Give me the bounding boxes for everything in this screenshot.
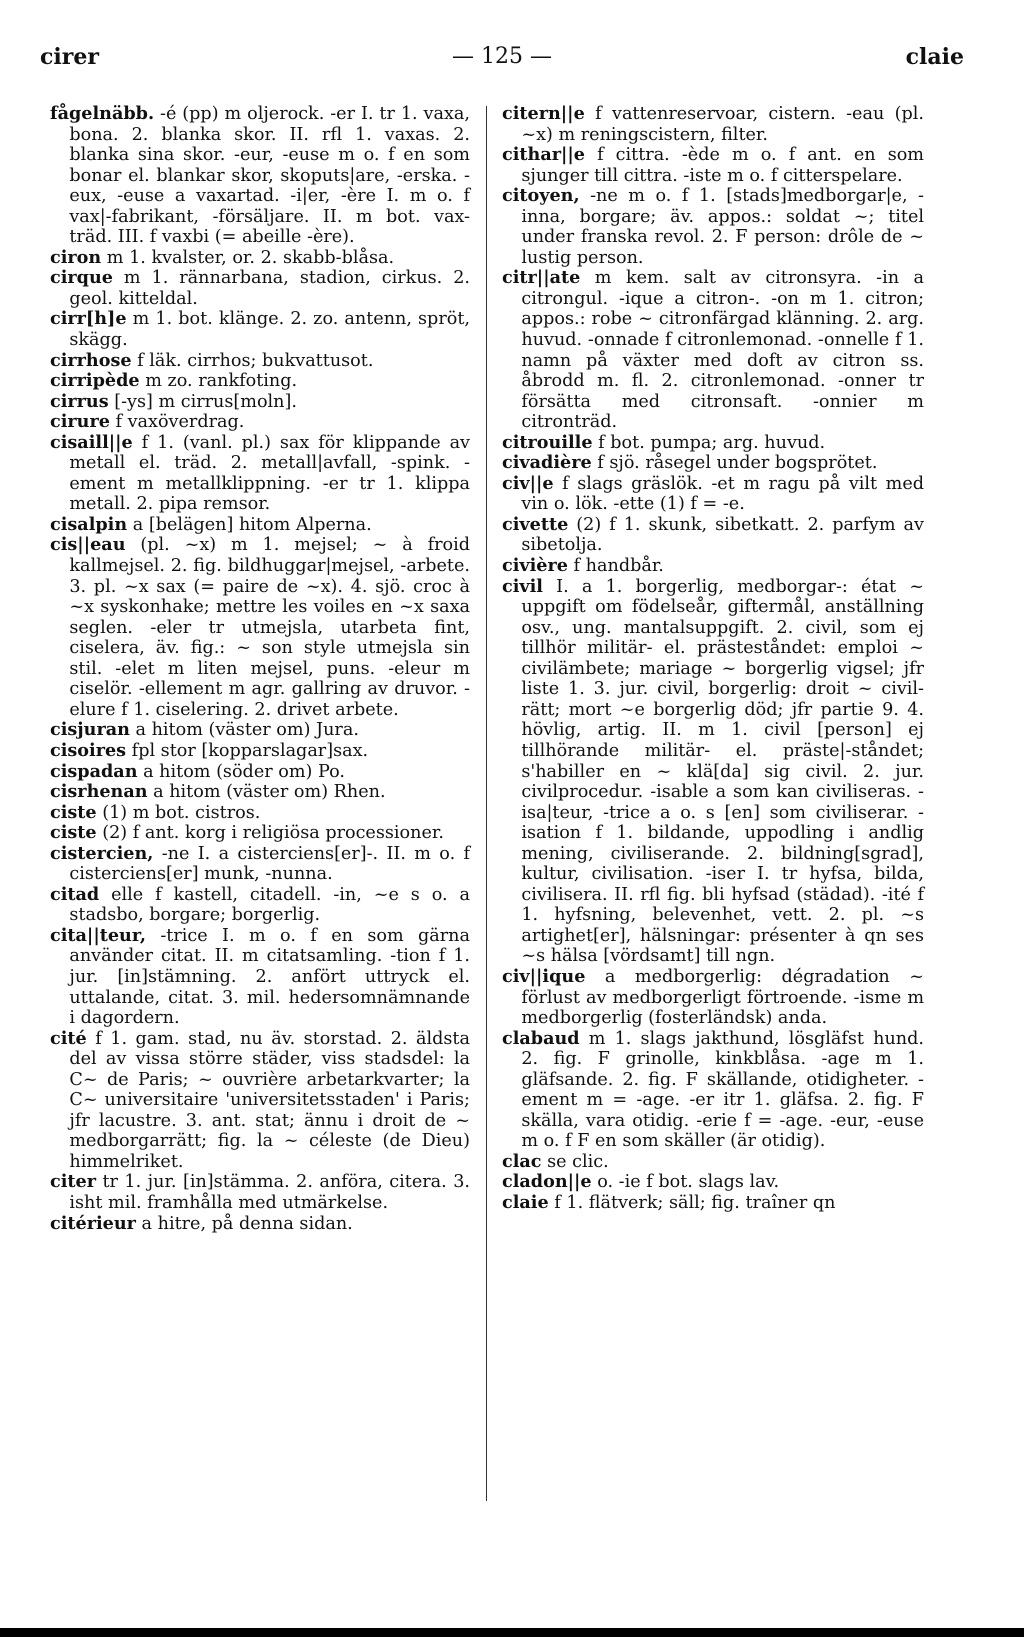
dictionary-entry: citoyen, -ne m o. f 1. [stads]medborgar|e, -inna, borgare; äv. appos.: soldat ~; titel under franska revol. 2. F person: drôle de ~ lustig person. (502, 185, 924, 268)
dictionary-entry: cispadan a hitom (söder om) Po. (50, 760, 345, 782)
dictionary-entry: ciste (1) m bot. cistros. (50, 801, 261, 823)
dictionary-entry: citrouille f bot. pumpa; arg. huvud. (502, 431, 826, 453)
dictionary-entry: cisalpin a [belägen] hitom Alperna. (50, 513, 372, 535)
dictionary-entry: civette (2) f 1. skunk, sibetkatt. 2. parfym av sibetolja. (502, 513, 924, 556)
dictionary-entry: cirrus [-ys] m cirrus[moln]. (50, 390, 297, 412)
right-column (502, 104, 924, 1214)
dictionary-entry: citérieur a hitre, på denna sidan. (50, 1212, 353, 1234)
dictionary-entry: civ||ique a medborgerlig: dégradation ~ förlust av medborgerligt förtroende. -isme m medborgerlig (fosterländsk) anda. (502, 965, 924, 1029)
dictionary-entry: citr||ate m kem. salt av citronsyra. -in a citrongul. -ique a citron-. -on m 1. citron; appos.: robe ~ citronfärgad klänning. 2. arg. huvud. -onnade f citronlemonad. -onnelle f 1. namn på växter med doft av citron ss. åbrodd m. fl. 2. citronlemonad. -onner tr försätta med citronsaft. -onnier m citronträd. (502, 267, 924, 433)
dictionary-entry: ciste (2) f ant. korg i religiösa processioner. (50, 822, 444, 844)
dictionary-entry: cirrhose f läk. cirrhos; bukvattusot. (50, 349, 374, 371)
header-right-word: claie (905, 44, 964, 70)
left-column (50, 104, 470, 1234)
dictionary-entry: civadière f sjö. råsegel under bogsprötet. (502, 452, 878, 474)
dictionary-entry: cisrhenan a hitom (väster om) Rhen. (50, 781, 386, 803)
dictionary-entry: cis||eau (pl. ~x) m 1. mejsel; ~ à froid kallmejsel. 2. fig. bildhuggar|mejsel, -arbete. 3. pl. ~x sax (= paire de ~x). 4. sjö. croc à ~x syskonhake; mettre les voiles en ~x saxa seglen. -eler tr utmejsla, utarbeta fint, ciselera, äv. fig.: ~ son style utmejsla sin stil. -elet m liten mejsel, puns. -eleur m ciselör. -ellement m agr. gallring av druvor. -elure f 1. ciselering. 2. drivet arbete. (50, 534, 470, 720)
dictionary-entry: cisoires fpl stor [kopparslagar]sax. (50, 739, 369, 761)
dictionary-entry: cita||teur, -trice I. m o. f en som gärna använder citat. II. m citatsamling. -tion f 1. jur. [in]stämning. 2. anfört uttryck el. uttalande, citat. 3. mil. hedersomnämnande i dagordern. (50, 924, 470, 1029)
dictionary-entry: clabaud m 1. slags jakthund, lösgläfst hund. 2. fig. F grinolle, kinkblåsa. -age m 1. gläfsande. 2. fig. F skällande, otidigheter. -ement m = -age. -er itr 1. gläfsa. 2. fig. F skälla, vara otidig. -erie f = -age. -eur, -euse m o. f F en som skäller (är otidig). (502, 1027, 924, 1152)
column-divider (486, 106, 487, 1501)
dictionary-entry: ciron m 1. kvalster, or. 2. skabb-blåsa. (50, 246, 395, 268)
dictionary-entry: civil I. a 1. borgerlig, medborgar-: état ~ uppgift om födelseår, giftermål, anställning osv., ung. mantalsuppgift. 2. civil, som ej tillhör militär- el. prästeståndet: emploi ~ civilämbete; mariage ~ borgerlig vigsel; jfr liste 1. 3. jur. civil, borgerlig: droit ~ civilrätt; mort ~e borgerlig död; jfr partie 9. 4. hövlig, artig. II. m 1. civil [person] ej tillhörande militär- el. präste|-ståndet; s'habiller en ~ klä[da] sig civil. 2. jur. civilprocedur. -isable a som kan civiliseras. -isa|teur, -trice a o. s [en] som civiliserar. -isation f 1. bildande, uppodling i andlig mening, civiliserande. 2. bildning[sgrad], kultur, civilisation. -iser I. tr hyfsa, bilda, civilisera. II. rfl fig. bli hyfsad (städad). -ité f 1. hyfsning, belevenhet, vett. 2. pl. ~s artighet[er], hälsningar: présenter à qn ses ~s hälsa [vördsamt] till ngn. (502, 575, 924, 967)
dictionary-entry: clac se clic. (502, 1150, 609, 1172)
page-header (40, 44, 964, 84)
dictionary-entry: cithar||e f cittra. -ède m o. f ant. en som sjunger till cittra. -iste m o. f citterspelare. (502, 144, 924, 186)
dictionary-entry: civ||e f slags gräslök. -et m ragu på vilt med vin o. lök. -ette (1) f = -e. (502, 472, 924, 515)
dictionary-entry: cirripède m zo. rankfoting. (50, 370, 298, 392)
dictionary-entry: citern||e f vattenreservoar, cistern. -eau (pl. ~x) m reningscistern, filter. (502, 103, 924, 145)
dictionary-entry: cirr[h]e m 1. bot. klänge. 2. zo. antenn, spröt, skägg. (50, 308, 470, 351)
dictionary-entry: cité f 1. gam. stad, nu äv. storstad. 2. äldsta del av vissa större städer, viss stadsdel: la C~ de Paris; ~ ouvrière arbetarkvarter; la C~ universitaire 'universitetsstaden' i Paris; jfr lacustre. 3. ant. stat; ännu i droit de ~ medborgarrätt; fig. la ~ céleste (de Dieu) himmelriket. (50, 1027, 470, 1172)
dictionary-entry: cladon||e o. -ie f bot. slags lav. (502, 1171, 780, 1193)
scan-edge-bar (0, 1628, 1024, 1637)
dictionary-entry: cirque m 1. rännarbana, stadion, cirkus. 2. geol. kitteldal. (50, 267, 470, 309)
dictionary-entry: fågelnäbb. -é (pp) m oljerock. -er I. tr 1. vaxa, bona. 2. blanka skor. II. rfl 1. vaxas. 2. blanka sina skor. -eur, -euse m o. f en som bonar el. blankar skor, skoputs|are, -erska. -eux, -euse a vaxartad. -i|er, -ère I. m o. f vax|-fabrikant, -försäljare. II. m bot. vax-träd. III. f vaxbi (= abeille -ère). (50, 103, 470, 248)
page-number: — 125 — (452, 44, 552, 69)
dictionary-entry: cisaill||e f 1. (vanl. pl.) sax för klippande av metall el. träd. 2. metall|avfall, -spink. -ement m metallklippning. -er tr 1. klippa metall. 2. pipa remsor. (50, 431, 470, 515)
dictionary-entry: cisjuran a hitom (väster om) Jura. (50, 719, 359, 741)
dictionary-entry: claie f 1. flätverk; säll; fig. traîner qn (502, 1191, 836, 1213)
dictionary-entry: civière f handbår. (502, 555, 664, 577)
header-left-word: cirer (40, 44, 99, 70)
dictionary-entry: citer tr 1. jur. [in]stämma. 2. anföra, citera. 3. isht mil. framhålla med utmärkelse. (50, 1171, 470, 1213)
dictionary-entry: cirure f vaxöverdrag. (50, 411, 245, 433)
dictionary-entry: cistercien, -ne I. a cisterciens[er]-. II. m o. f cisterciens[er] munk, -nunna. (50, 842, 470, 885)
dictionary-entry: citad elle f kastell, citadell. -in, ~e s o. a stadsbo, borgare; borgerlig. (50, 883, 470, 926)
